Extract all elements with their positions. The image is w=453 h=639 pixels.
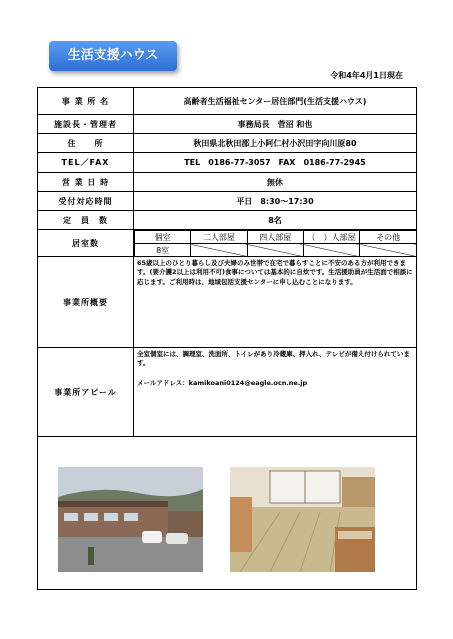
value-overview: 65歳以上のひとり暮らし及び夫婦のみ世帯で在宅で暮らすことに不安のある方が利用できます。(要介護2以上は利用不可)食事については基本的に自炊です。生活援助員が生活面で相談に応じます。ご利用時は、地域包括支援センターに申し込むことになります。	[134, 257, 417, 348]
rooms-header-double: 二人部屋	[191, 231, 247, 244]
rooms-header-quad: 四人部屋	[247, 231, 303, 244]
row-telfax	[38, 153, 417, 173]
building-exterior-photo	[58, 467, 203, 572]
value-capacity: 8名	[134, 211, 417, 230]
value-manager: 事務局長 菅沼 和也	[134, 115, 417, 134]
value-holiday: 無休	[134, 173, 417, 192]
rooms-value-quad	[247, 244, 303, 257]
value-hours: 平日 8:30～17:30	[134, 192, 417, 211]
document-title: 生活支援ハウス	[49, 41, 177, 71]
row-overview	[38, 257, 417, 348]
appeal-text: 全室個室には、調理室、洗面所、トイレがあり冷蔵庫、押入れ、テレビが備え付けられています。	[137, 350, 410, 368]
photos-cell	[38, 437, 417, 590]
value-office-name: 高齢者生活福祉センター居住部門(生活支援ハウス)	[134, 88, 417, 115]
facility-info-table	[37, 87, 417, 590]
label-telfax: TEL／FAX	[38, 153, 134, 173]
appeal-email: メールアドレス：kamikoani0124@eagle.ocn.ne.jp	[137, 378, 308, 387]
rooms-header-custom: （ ）人部屋	[303, 231, 359, 244]
row-holiday	[38, 173, 417, 192]
row-rooms	[38, 230, 417, 257]
room-interior-photo	[230, 467, 375, 572]
rooms-header-other: その他	[360, 231, 416, 244]
label-capacity: 定 員 数	[38, 211, 134, 230]
value-address: 秋田県北秋田郡上小阿仁村小沢田字向川原80	[134, 134, 417, 153]
value-telfax: TEL 0186-77-3057 FAX 0186-77-2945	[134, 153, 417, 173]
rooms-value-other	[360, 244, 416, 257]
row-photos	[38, 437, 417, 590]
rooms-value-double	[191, 244, 247, 257]
row-hours	[38, 192, 417, 211]
rooms-header-single: 個室	[135, 231, 191, 244]
label-overview: 事業所概要	[38, 257, 134, 348]
row-office-name	[38, 88, 417, 115]
value-appeal	[134, 348, 417, 437]
row-appeal	[38, 348, 417, 437]
label-holiday: 営 業 日 時	[38, 173, 134, 192]
rooms-value-custom	[303, 244, 359, 257]
label-hours: 受付対応時間	[38, 192, 134, 211]
label-manager: 施設長・管理者	[38, 115, 134, 134]
label-appeal: 事業所アピール	[38, 348, 134, 437]
label-office-name: 事 業 所 名	[38, 88, 134, 115]
label-address: 住 所	[38, 134, 134, 153]
row-manager	[38, 115, 417, 134]
rooms-value-single: 8室	[135, 244, 191, 257]
row-address	[38, 134, 417, 153]
rooms-table	[134, 230, 416, 256]
row-capacity	[38, 211, 417, 230]
label-rooms: 居室数	[38, 230, 134, 257]
as-of-date: 令和4年4月1日現在	[330, 71, 403, 80]
